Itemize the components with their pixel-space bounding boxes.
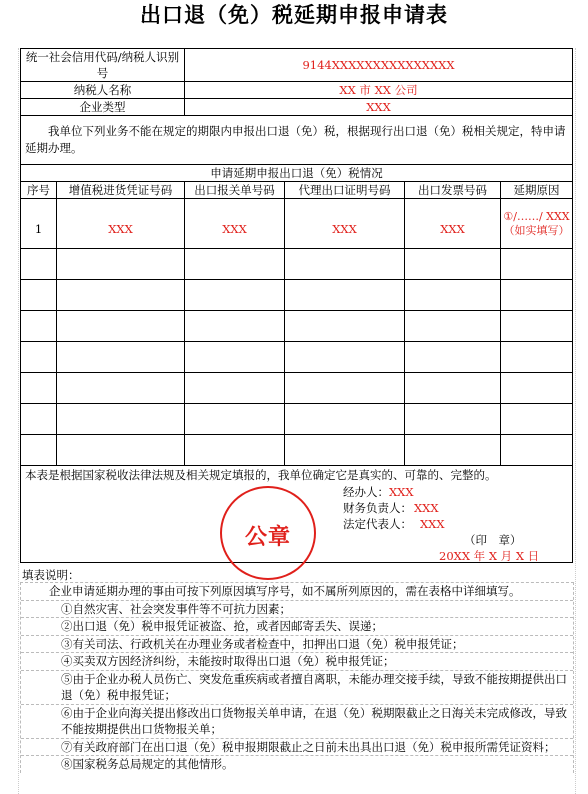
- table-row: [21, 373, 573, 404]
- declaration-block: [21, 466, 573, 563]
- notes-list: [20, 582, 574, 773]
- col-header-agent-certificate: 代理出口证明号码: [285, 182, 405, 199]
- row-reason[interactable]: ①/……/ XXX（如实填写）: [501, 199, 573, 249]
- sign-date[interactable]: 20XX 年 X 月 X 日: [439, 549, 540, 563]
- list-item: ④买卖双方因经济纠纷，未能按时取得出口退（免）税申报凭证；: [21, 653, 573, 671]
- col-header-vat-voucher: 增值税进货凭证号码: [57, 182, 185, 199]
- table-row: [21, 280, 573, 311]
- declaration-text: 本表是根据国家税收法律法规及相关规定填报的，我单位确定它是真实的、可靠的、完整的。: [25, 468, 497, 482]
- list-item: ⑤由于企业办税人员伤亡、突发危重疾病或者擅自离职，未能办理交接手续，导致不能按期提供出口退（免）税申报凭证；: [21, 671, 573, 705]
- legal-rep-signature: 法定代表人： XXX: [343, 517, 445, 531]
- list-item: ③有关司法、行政机关在办理业务或者检查中，扣押出口退（免）税申报凭证；: [21, 636, 573, 654]
- table-row: [21, 435, 573, 466]
- list-item: ⑦有关政府部门在出口退（免）税申报期限截止之日前未出具出口退（免）税申报所需凭证资料；: [21, 739, 573, 757]
- seal-text: 公章: [244, 524, 291, 550]
- col-header-no: 序号: [21, 182, 57, 199]
- enterprise-type-label: 企业类型: [21, 99, 185, 116]
- col-header-invoice: 出口发票号码: [405, 182, 501, 199]
- table-row: [21, 199, 573, 249]
- taxpayer-name-label: 纳税人名称: [21, 82, 185, 99]
- row-customs-declaration[interactable]: XXX: [185, 199, 285, 249]
- legal-rep-value[interactable]: XXX: [420, 517, 445, 531]
- taxpayer-name-value[interactable]: XX 市 XX 公司: [185, 82, 573, 99]
- row-vat-voucher[interactable]: XXX: [57, 199, 185, 249]
- notes-title: 填表说明：: [22, 568, 80, 582]
- finance-value[interactable]: XXX: [414, 501, 439, 515]
- table-row: [21, 342, 573, 373]
- field-row-taxpayer-name: [21, 82, 573, 99]
- official-seal: [220, 486, 316, 580]
- list-item: 企业申请延期办理的事由可按下列原因填写序号，如不属所列原因的，需在表格中详细填写。: [21, 583, 573, 601]
- list-item: ⑥由于企业向海关提出修改出口货物报关单申请，在退（免）税期限截止之日海关未完成修改，导致不能按期提供出口货物报关单；: [21, 705, 573, 739]
- table-row: [21, 311, 573, 342]
- list-item: ⑧国家税务总局规定的其他情形。: [61, 757, 234, 771]
- list-item: ①自然灾害、社会突发事件等不可抗力因素；: [21, 601, 573, 619]
- table-row: [21, 404, 573, 435]
- tax-id-label: 统一社会信用代码/纳税人识别号: [21, 49, 185, 82]
- col-header-customs-declaration: 出口报关单号码: [185, 182, 285, 199]
- list-item: ②出口退（免）税申报凭证被盗、抢，或者因邮寄丢失、误递；: [21, 618, 573, 636]
- field-row-tax-id: [21, 49, 573, 82]
- handler-value[interactable]: XXX: [389, 485, 414, 499]
- page-title: 出口退（免）税延期申报申请表: [140, 2, 448, 27]
- stamp-label: （印 章）: [464, 533, 522, 547]
- row-invoice[interactable]: XXX: [405, 199, 501, 249]
- column-header-row: [21, 182, 573, 199]
- handler-signature: 经办人：XXX: [343, 485, 414, 499]
- col-header-reason: 延期原因: [501, 182, 573, 199]
- application-form: [20, 48, 573, 563]
- tax-id-value[interactable]: 9144XXXXXXXXXXXXXXX: [185, 49, 573, 82]
- row-agent-certificate[interactable]: XXX: [285, 199, 405, 249]
- table-row: [21, 249, 573, 280]
- section-title: 申请延期申报出口退（免）税情况: [21, 165, 573, 182]
- row-no[interactable]: 1: [21, 199, 57, 249]
- finance-signature: 财务负责人： XXX: [343, 501, 439, 515]
- field-row-enterprise-type: [21, 99, 573, 116]
- enterprise-type-value[interactable]: XXX: [185, 99, 573, 116]
- intro-statement: 我单位下列业务不能在规定的期限内申报出口退（免）税，根据现行出口退（免）税相关规定，特申请延期办理。: [21, 116, 573, 165]
